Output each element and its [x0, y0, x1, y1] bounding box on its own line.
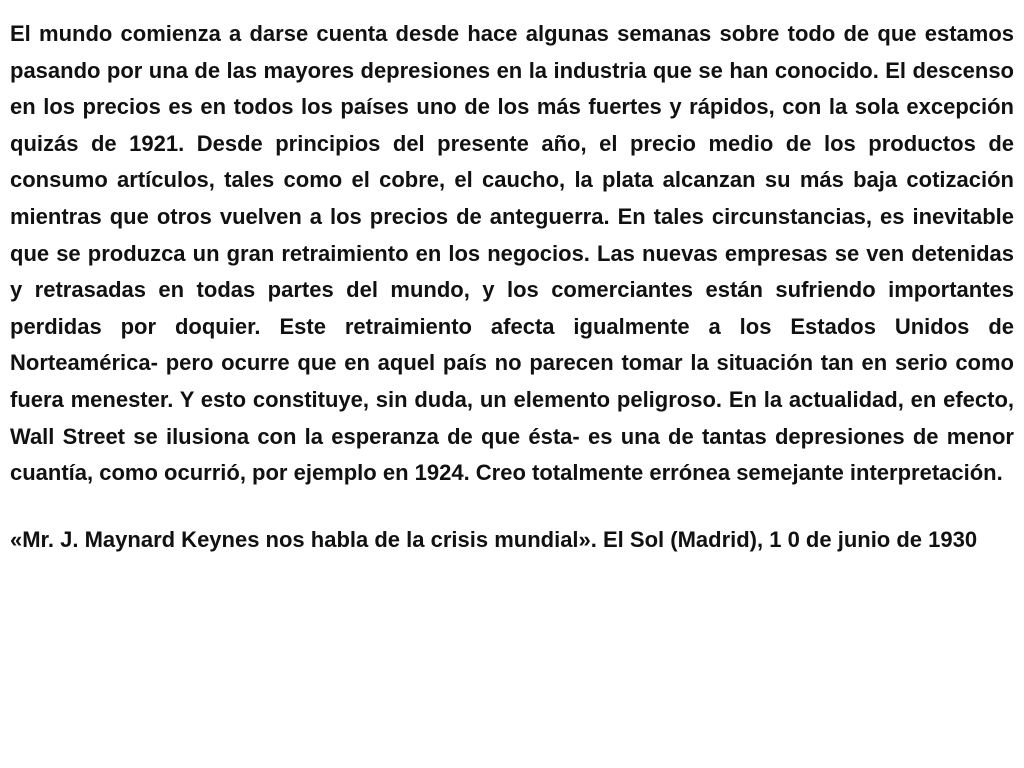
source-citation: «Mr. J. Maynard Keynes nos habla de la crisis mundial». El Sol (Madrid), 1 0 de junio de 1930 — [10, 526, 978, 552]
document-page — [10, 16, 1014, 558]
body-paragraph: El mundo comienza a darse cuenta desde hace algunas semanas sobre todo de que estamos pasando por una de las mayores depresiones en la industria que se han conocido. El descenso en los precios es en todos los países uno de los más fuertes y rápidos, con la sola excepción quizás de 1921. Desde principios del presente año, el precio medio de los productos de consumo artículos, tales como el cobre, el caucho, la plata alcanzan su más baja cotización mientras que otros vuelven a los precios de anteguerra. En tales circunstancias, es inevitable que se produzca un gran retraimiento en los negocios. Las nuevas empresas se ven detenidas y retrasadas en todas partes del mundo, y los comerciantes están sufriendo importantes perdidas por doquier. Este retraimiento afecta igualmente a los Estados Unidos de Norteamérica- pero ocurre que en aquel país no parecen tomar la situación tan en serio como fuera menester. Y esto constituye, sin duda, un elemento peligroso. En la actualidad, en efecto, Wall Street se ilusiona con la esperanza de que ésta- es una de tantas depresiones de menor cuantía, como ocurrió, por ejemplo en 1924. Creo totalmente errónea semejante interpretación. — [10, 21, 1014, 486]
